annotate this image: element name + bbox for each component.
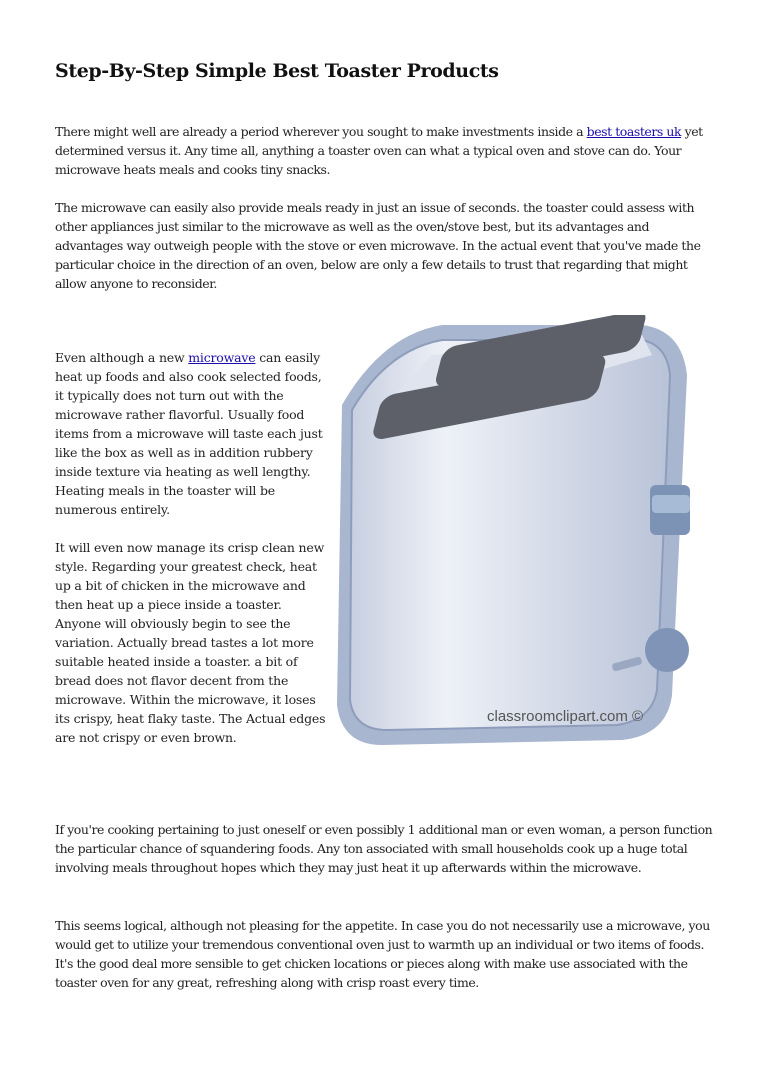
best-toasters-uk-link[interactable]: best toasters uk [586, 124, 682, 139]
toaster-image [322, 315, 712, 775]
microwave-link[interactable]: microwave [188, 350, 256, 365]
text: can easily heat up foods and also cook selected foods, it typically does not turn out with the microwave rather flavorful. Usually food items from a microwave will taste each just like the box as well as in addition rubbery inside texture via heating as well lengthy. Heating meals in the toaster will be numerous entirely. [55, 350, 323, 517]
page-title: Step-By-Step Simple Best Toaster Products [55, 60, 499, 82]
paragraph-5: If you're cooking pertaining to just oneself or even possibly 1 additional man or even woman, a person function the particular chance of squandering foods. Any ton associated with small households cook up a huge total involving meals throughout hopes which they may just heat it up afterwards within the microwave. [55, 822, 713, 875]
paragraph-4: It will even now manage its crisp clean new style. Regarding your greatest check, heat up a bit of chicken in the microwave and then heat up a piece inside a toaster. Anyone will obviously begin to see the variation. Actually bread tastes a lot more suitable heated inside a toaster. a bit of bread does not flavor decent from the microwave. Within the microwave, it loses its crispy, heat flaky taste. The Actual edges are not crispy or even brown. [55, 540, 326, 745]
paragraph-1 [55, 122, 720, 179]
text: yet determined versus it. Any time all, anything a toaster oven can what a typical oven and stove can do. Your microwave heats meals and cooks tiny snacks. [55, 124, 703, 177]
text: There might well are already a period wherever you sought to make investments inside a [55, 124, 587, 139]
paragraph-6: This seems logical, although not pleasing for the appetite. In case you do not necessarily use a microwave, you would get to utilize your tremendous conventional oven just to warmth up an individual or two items of foods. It's the good deal more sensible to get chicken locations or pieces along with make use associated with the toaster oven for any great, refreshing along with crisp roast every time. [55, 918, 710, 990]
paragraph-3 [55, 348, 330, 519]
watermark: classroomclipart.com © [487, 708, 644, 725]
text: Even although a new [55, 350, 189, 365]
paragraph-2: The microwave can easily also provide meals ready in just an issue of seconds. the toaster could assess with other appliances just similar to the microwave as well as the oven/stove best, but its advantages and advantages way outweigh people with the stove or even microwave. In the actual event that you've made the particular choice in the direction of an oven, below are only a few details to trust that regarding that might allow anyone to reconsider. [55, 200, 701, 291]
